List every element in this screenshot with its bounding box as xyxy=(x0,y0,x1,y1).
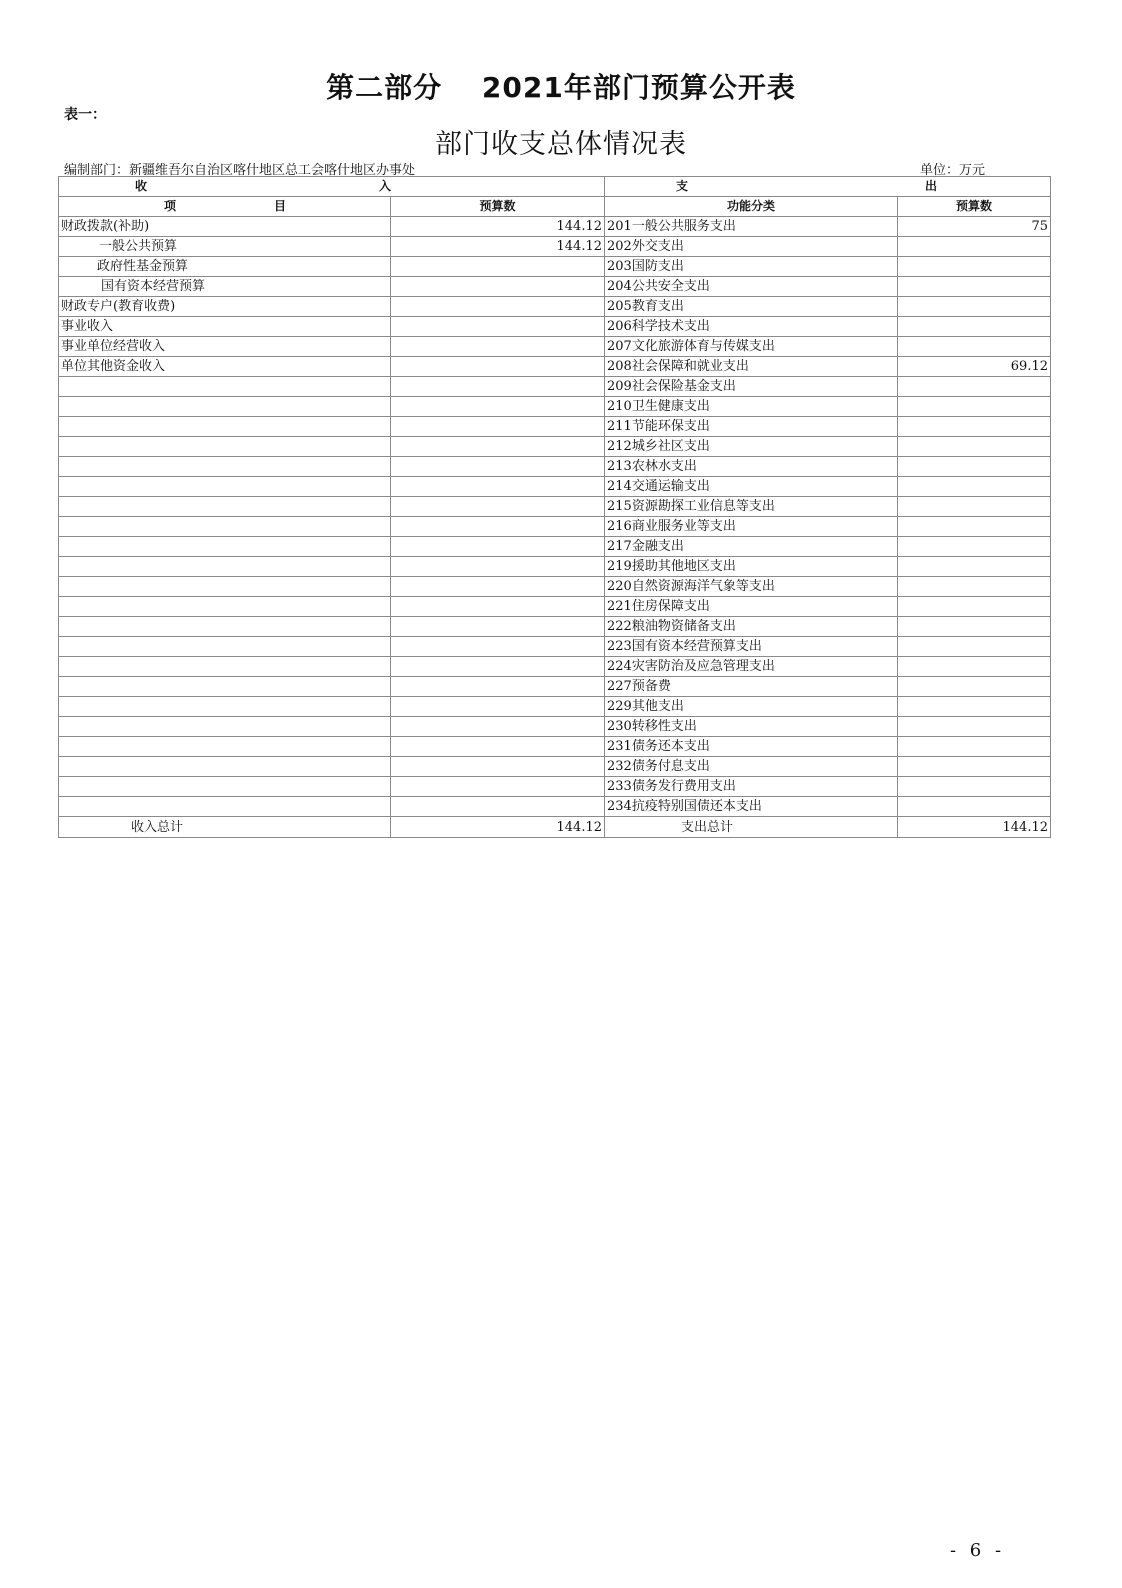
department-label: 编制部门：新疆维吾尔自治区喀什地区总工会喀什地区办事处 xyxy=(64,163,416,178)
table-row xyxy=(59,297,1051,317)
expense-item-cell: 208社会保障和就业支出 xyxy=(605,357,898,377)
income-header-b: 入 xyxy=(378,179,391,193)
expense-value-cell xyxy=(898,697,1051,717)
income-value-cell xyxy=(391,357,605,377)
income-item-cell xyxy=(59,497,391,517)
table-row xyxy=(59,657,1051,677)
income-header xyxy=(59,177,605,197)
expense-header xyxy=(605,177,1051,197)
expense-value-cell xyxy=(898,577,1051,597)
expense-value-cell xyxy=(898,497,1051,517)
income-item-cell xyxy=(59,557,391,577)
expense-item-cell: 211节能环保支出 xyxy=(605,417,898,437)
income-total-label: 收入总计 xyxy=(59,817,391,838)
totals-row xyxy=(59,817,1051,838)
expense-value-cell: 69.12 xyxy=(898,357,1051,377)
income-item-cell xyxy=(59,677,391,697)
table-row xyxy=(59,777,1051,797)
table-row xyxy=(59,377,1051,397)
income-value-cell xyxy=(391,437,605,457)
expense-header-a: 支 xyxy=(675,179,688,193)
table-row xyxy=(59,517,1051,537)
item-header-b: 目 xyxy=(273,199,286,213)
income-item-cell xyxy=(59,737,391,757)
expense-value-cell: 75 xyxy=(898,217,1051,237)
expense-item-cell: 217金融支出 xyxy=(605,537,898,557)
income-item-cell xyxy=(59,697,391,717)
expense-item-cell: 212城乡社区支出 xyxy=(605,437,898,457)
income-item-cell xyxy=(59,397,391,417)
table-row xyxy=(59,337,1051,357)
income-item-cell xyxy=(59,517,391,537)
income-value-cell xyxy=(391,657,605,677)
expense-item-cell: 201一般公共服务支出 xyxy=(605,217,898,237)
table-row xyxy=(59,677,1051,697)
table-row xyxy=(59,717,1051,737)
expense-value-cell xyxy=(898,597,1051,617)
expense-item-cell: 231债务还本支出 xyxy=(605,737,898,757)
expense-item-cell: 221住房保障支出 xyxy=(605,597,898,617)
table-row xyxy=(59,617,1051,637)
income-item-cell: 财政专户(教育收费) xyxy=(59,297,391,317)
header-row-income-expense xyxy=(59,177,1051,197)
table-row xyxy=(59,417,1051,437)
income-value-cell xyxy=(391,697,605,717)
income-item-cell xyxy=(59,457,391,477)
expense-value-cell xyxy=(898,317,1051,337)
income-value-cell xyxy=(391,637,605,657)
table-row xyxy=(59,277,1051,297)
income-item-cell: 事业单位经营收入 xyxy=(59,337,391,357)
income-item-cell xyxy=(59,577,391,597)
income-item-cell: 政府性基金预算 xyxy=(59,257,391,277)
table-row xyxy=(59,357,1051,377)
income-value-cell xyxy=(391,457,605,477)
expense-item-cell: 216商业服务业等支出 xyxy=(605,517,898,537)
expense-value-cell xyxy=(898,717,1051,737)
expense-value-cell xyxy=(898,257,1051,277)
income-value-cell xyxy=(391,597,605,617)
income-value-cell xyxy=(391,757,605,777)
expense-item-cell: 230转移性支出 xyxy=(605,717,898,737)
unit-label: 单位：万元 xyxy=(920,163,986,178)
income-value-cell xyxy=(391,377,605,397)
income-value-cell xyxy=(391,577,605,597)
income-item-cell xyxy=(59,637,391,657)
income-header-a: 收 xyxy=(134,179,147,193)
table-row xyxy=(59,637,1051,657)
income-item-cell xyxy=(59,437,391,457)
expense-item-cell: 214交通运输支出 xyxy=(605,477,898,497)
table-row xyxy=(59,257,1051,277)
expense-item-cell: 205教育支出 xyxy=(605,297,898,317)
income-value-cell xyxy=(391,317,605,337)
header-row-columns xyxy=(59,197,1051,217)
expense-item-cell: 232债务付息支出 xyxy=(605,757,898,777)
expense-value-cell xyxy=(898,777,1051,797)
expense-value-cell xyxy=(898,737,1051,757)
income-total-value: 144.12 xyxy=(391,817,605,838)
income-item-cell xyxy=(59,657,391,677)
table-title: 部门收支总体情况表 xyxy=(435,129,687,160)
income-value-cell: 144.12 xyxy=(391,237,605,257)
expense-item-cell: 204公共安全支出 xyxy=(605,277,898,297)
expense-value-cell xyxy=(898,557,1051,577)
table-row xyxy=(59,737,1051,757)
income-value-cell xyxy=(391,397,605,417)
table-row xyxy=(59,577,1051,597)
expense-value-cell xyxy=(898,297,1051,317)
table-row xyxy=(59,497,1051,517)
expense-item-cell: 223国有资本经营预算支出 xyxy=(605,637,898,657)
expense-total-value: 144.12 xyxy=(898,817,1051,838)
expense-item-cell: 222粮油物资储备支出 xyxy=(605,617,898,637)
expense-value-cell xyxy=(898,537,1051,557)
item-header-a: 项 xyxy=(163,199,176,213)
expense-value-cell xyxy=(898,337,1051,357)
income-item-cell xyxy=(59,797,391,817)
income-item-cell xyxy=(59,477,391,497)
part-title: 第二部分 2021年部门预算公开表 xyxy=(326,71,796,104)
budget-amount-header: 预算数 xyxy=(391,197,605,217)
income-value-cell xyxy=(391,277,605,297)
expense-item-cell: 207文化旅游体育与传媒支出 xyxy=(605,337,898,357)
expense-value-cell xyxy=(898,277,1051,297)
expense-item-cell: 206科学技术支出 xyxy=(605,317,898,337)
function-class-header: 功能分类 xyxy=(605,197,898,217)
page-number: - 6 - xyxy=(950,1540,1006,1561)
table-row xyxy=(59,697,1051,717)
expense-item-cell: 202外交支出 xyxy=(605,237,898,257)
expense-item-cell: 224灾害防治及应急管理支出 xyxy=(605,657,898,677)
expense-item-cell: 210卫生健康支出 xyxy=(605,397,898,417)
table-row xyxy=(59,477,1051,497)
expense-value-cell xyxy=(898,677,1051,697)
income-item-cell xyxy=(59,717,391,737)
expense-value-cell xyxy=(898,237,1051,257)
expense-value-cell xyxy=(898,477,1051,497)
expense-item-cell: 229其他支出 xyxy=(605,697,898,717)
budget-table xyxy=(58,176,1051,838)
table-row xyxy=(59,537,1051,557)
expense-value-cell xyxy=(898,417,1051,437)
expense-item-cell: 213农林水支出 xyxy=(605,457,898,477)
income-value-cell xyxy=(391,517,605,537)
income-value-cell xyxy=(391,717,605,737)
income-item-cell xyxy=(59,617,391,637)
income-value-cell xyxy=(391,617,605,637)
expense-item-cell: 220自然资源海洋气象等支出 xyxy=(605,577,898,597)
income-item-cell xyxy=(59,597,391,617)
table-row xyxy=(59,797,1051,817)
expense-value-cell xyxy=(898,457,1051,477)
expense-total-label: 支出总计 xyxy=(605,817,898,838)
table-row xyxy=(59,237,1051,257)
income-value-cell xyxy=(391,417,605,437)
expense-value-cell xyxy=(898,617,1051,637)
income-item-cell xyxy=(59,757,391,777)
table-row xyxy=(59,217,1051,237)
expense-item-cell: 203国防支出 xyxy=(605,257,898,277)
income-item-cell: 财政拨款(补助) xyxy=(59,217,391,237)
expense-item-cell: 209社会保险基金支出 xyxy=(605,377,898,397)
expense-value-cell xyxy=(898,517,1051,537)
income-item-cell: 单位其他资金收入 xyxy=(59,357,391,377)
income-value-cell xyxy=(391,797,605,817)
income-value-cell: 144.12 xyxy=(391,217,605,237)
income-value-cell xyxy=(391,257,605,277)
expense-value-cell xyxy=(898,797,1051,817)
table-row xyxy=(59,457,1051,477)
income-item-cell: 国有资本经营预算 xyxy=(59,277,391,297)
income-value-cell xyxy=(391,677,605,697)
income-value-cell xyxy=(391,477,605,497)
expense-header-b: 出 xyxy=(924,179,937,193)
table-row xyxy=(59,557,1051,577)
expense-value-cell xyxy=(898,397,1051,417)
income-value-cell xyxy=(391,737,605,757)
income-value-cell xyxy=(391,497,605,517)
income-value-cell xyxy=(391,537,605,557)
income-item-cell xyxy=(59,377,391,397)
table-row xyxy=(59,757,1051,777)
expense-value-cell xyxy=(898,437,1051,457)
item-header xyxy=(59,197,391,217)
income-item-cell xyxy=(59,417,391,437)
table-row xyxy=(59,317,1051,337)
expense-value-cell xyxy=(898,377,1051,397)
income-item-cell: 事业收入 xyxy=(59,317,391,337)
expense-value-cell xyxy=(898,637,1051,657)
expense-value-cell xyxy=(898,657,1051,677)
table-row xyxy=(59,597,1051,617)
table-row xyxy=(59,397,1051,417)
income-value-cell xyxy=(391,557,605,577)
budget-amount-header-2: 预算数 xyxy=(898,197,1051,217)
expense-item-cell: 215资源勘探工业信息等支出 xyxy=(605,497,898,517)
income-value-cell xyxy=(391,297,605,317)
expense-value-cell xyxy=(898,757,1051,777)
expense-item-cell: 227预备费 xyxy=(605,677,898,697)
income-value-cell xyxy=(391,777,605,797)
expense-item-cell: 233债务发行费用支出 xyxy=(605,777,898,797)
income-item-cell xyxy=(59,777,391,797)
table-row xyxy=(59,437,1051,457)
expense-item-cell: 234抗疫特别国债还本支出 xyxy=(605,797,898,817)
income-item-cell xyxy=(59,537,391,557)
income-value-cell xyxy=(391,337,605,357)
table-label: 表一： xyxy=(64,107,106,123)
expense-item-cell: 219援助其他地区支出 xyxy=(605,557,898,577)
income-item-cell: 一般公共预算 xyxy=(59,237,391,257)
